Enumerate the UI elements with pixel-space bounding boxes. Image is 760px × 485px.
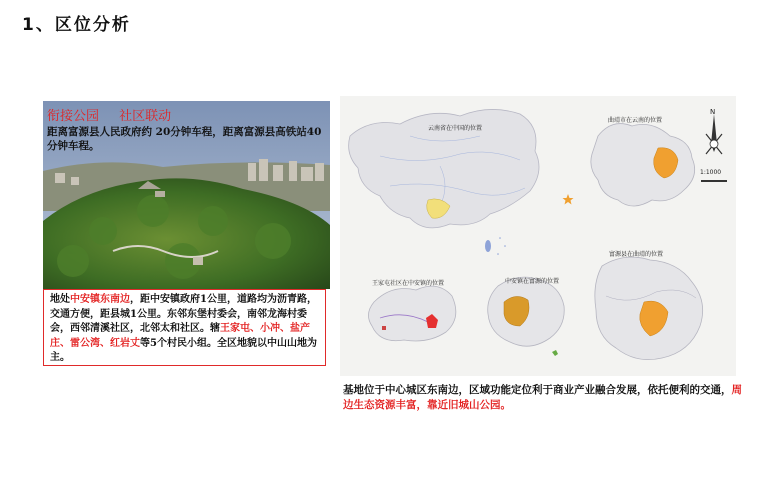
photo-heading-right: 社区联动 bbox=[119, 109, 172, 124]
community-map-label: 王家屯社区在中安镇的位置 bbox=[372, 280, 445, 287]
desc-highlight-villages: 王家屯、小冲、盐产庄、雷公湾、红岩丈 bbox=[50, 323, 310, 349]
community-map bbox=[368, 286, 455, 341]
fuyuan-map-label: 富源县在曲靖的位置 bbox=[609, 251, 664, 258]
location-maps bbox=[340, 96, 736, 376]
town-map-label: 中安镇在富源的位置 bbox=[505, 278, 560, 285]
maps-graphic bbox=[340, 96, 736, 376]
photo-caption: 距离富源县人民政府约 20分钟车程，距离富源县高铁站40分钟车程。 bbox=[47, 126, 322, 152]
north-arrow-icon bbox=[706, 114, 722, 154]
north-label: N bbox=[710, 108, 716, 116]
yunnan-map-label: 曲靖市在云南的位置 bbox=[608, 117, 663, 124]
scale-bar bbox=[701, 180, 727, 182]
scale-label: 1:1000 bbox=[700, 169, 722, 176]
desc-part-5: 等5个村民小组。全区地貌以中山山地为主。 bbox=[50, 337, 317, 363]
aerial-photo bbox=[43, 101, 330, 289]
page-title: 1、区位分析 bbox=[22, 15, 131, 35]
photo-heading bbox=[47, 105, 187, 124]
desc-highlight-town: 中安镇东南边 bbox=[70, 294, 130, 305]
summary-highlight: 周边生态资源丰富，靠近旧城山公园。 bbox=[343, 384, 742, 411]
desc-part-1: 地处 bbox=[50, 294, 70, 305]
location-description bbox=[43, 289, 326, 366]
summary-text: 基地位于中心城区东南边，区域功能定位利于商业产业融合发展，依托便利的交通， bbox=[343, 384, 732, 396]
site-summary bbox=[343, 383, 743, 413]
photo-heading-left: 衔接公园 bbox=[47, 109, 100, 124]
desc-part-3: ，距中安镇政府1公里，道路均为沥青路，交通方便，距县城1公里。东邻东堡村委会，南邻龙海村委会，西邻清溪社区，北邻太和社区。辖 bbox=[50, 294, 317, 334]
china-map-label: 云南省在中国的位置 bbox=[428, 125, 483, 132]
yunnan-map bbox=[591, 124, 695, 206]
star-icon bbox=[563, 194, 574, 205]
